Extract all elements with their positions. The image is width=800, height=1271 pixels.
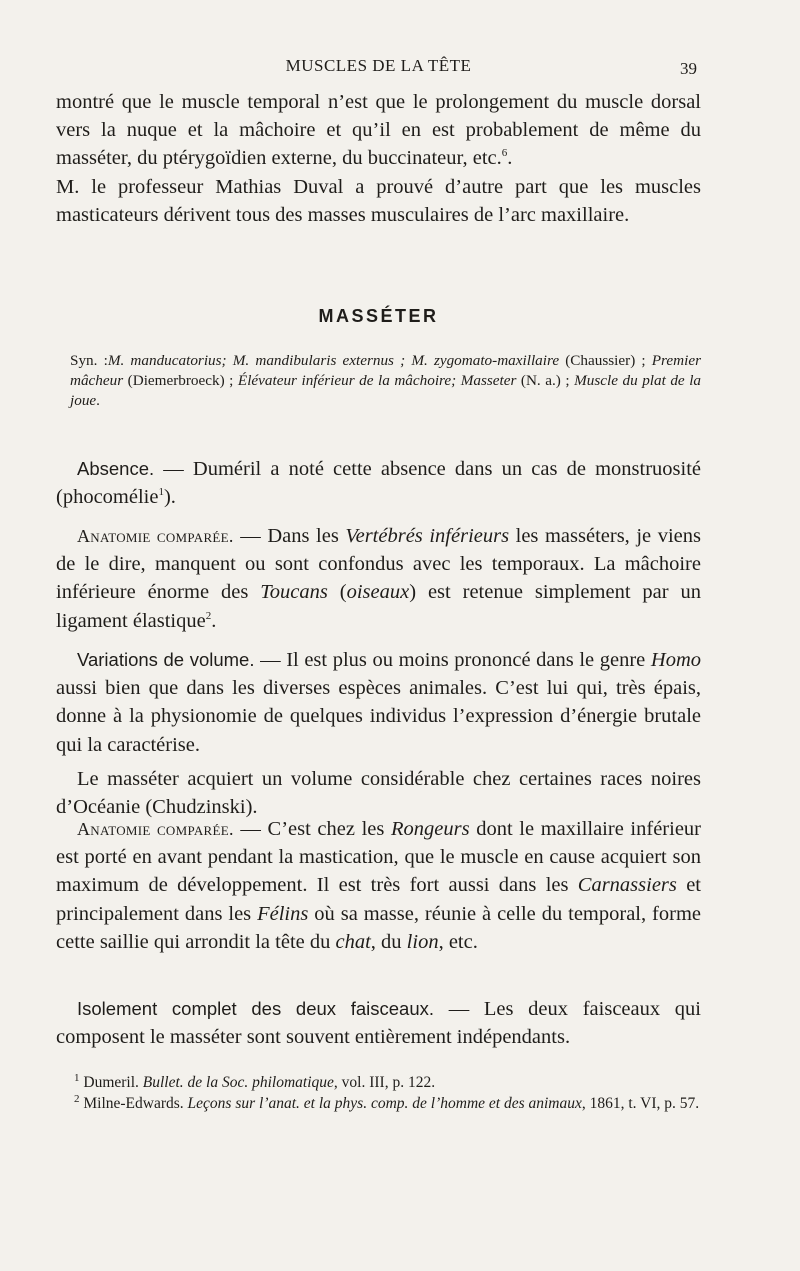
isolement-heading: Isolement complet des deux faisceaux.	[77, 998, 435, 1019]
anatomie2-t4: où sa masse, réunie à celle du temporal, forme cette saillie qui arrondit la tête du	[56, 902, 701, 953]
footnote-ref-1: 1	[158, 486, 164, 499]
footnote-2-author: Milne-Edwards.	[79, 1095, 188, 1112]
intro-p1-end: .	[507, 147, 513, 170]
footnote-2-title: Leçons sur l’anat. et la phys. comp. de l’homme et des animaux	[187, 1095, 582, 1112]
page-number: 39	[680, 59, 697, 78]
anatomie2-i2: Carnassiers	[577, 874, 677, 897]
footnote-1	[56, 1072, 701, 1093]
footnote-1-mark: 1	[74, 1071, 80, 1084]
variations-heading: Variations de volume.	[77, 649, 255, 670]
anatomie-block-2	[56, 815, 701, 956]
intro-p1-text: montré que le muscle temporal n’est que le prolongement du muscle dorsal vers la nuque et la mâchoire et qu’il en est probablement de même du masséter, du ptérygoïdien externe, du buccinateur, etc.	[56, 91, 701, 170]
intro-paragraph-1	[56, 88, 701, 173]
footnotes	[56, 1072, 701, 1114]
footnote-2-rest: , 1861, t. VI, p. 57.	[581, 1095, 700, 1112]
footnote-1-author: Dumeril.	[79, 1074, 143, 1091]
page-header	[56, 52, 701, 80]
footnote-1-rest: , vol. III, p. 122.	[333, 1074, 436, 1091]
synonym-2: Premier mâcheur	[70, 352, 701, 389]
anatomie2-i3: Félins	[257, 902, 309, 925]
anatomie-paragraph-2	[56, 815, 701, 956]
synonyms-block	[70, 351, 701, 411]
anatomie-paragraph-1	[56, 522, 701, 635]
absence-block	[56, 455, 701, 511]
anatomie2-i5: lion	[406, 930, 439, 953]
section-title: MASSÉTER	[318, 306, 439, 326]
anatomie1-t1: — Dans les	[233, 525, 346, 547]
isolement-paragraph	[56, 995, 701, 1051]
running-head: MUSCLES DE LA TÊTE	[285, 56, 472, 75]
footnote-ref-6: 6	[501, 147, 508, 160]
anatomie-heading-2: Anatomie comparée.	[77, 819, 234, 839]
footnote-2	[56, 1093, 701, 1114]
anatomie2-i4: chat	[335, 930, 371, 953]
anatomie1-end: .	[211, 609, 217, 632]
synonym-3-attr: (N. a.) ;	[516, 372, 575, 389]
intro-block	[56, 88, 701, 229]
variations-paragraph-2: Le masséter acquiert un volume considérable chez certaines races noires d’Océanie (Chudzinski).	[56, 767, 701, 819]
anatomie-heading-1: Anatomie comparée.	[77, 526, 234, 546]
anatomie1-t4: ) est retenue simplement par un ligament élastique	[56, 581, 702, 632]
anatomie2-t6: , etc.	[438, 930, 478, 953]
variations-paragraph-1	[56, 646, 701, 759]
footnote-1-title: Bullet. de la Soc. philomatique	[142, 1074, 334, 1091]
footnote-ref-2: 2	[205, 609, 212, 622]
anatomie2-i1: Rongeurs	[391, 818, 470, 840]
intro-paragraph-2: M. le professeur Mathias Duval a prouvé d’autre part que les muscles masticateurs dérivent tous des masses musculaires de l’arc maxillaire.	[56, 175, 701, 226]
anatomie2-t2: dont le maxillaire inférieur est porté en avant pendant la mastication, que le muscle en cause acquiert son maximum de développement. Il est très fort aussi dans les	[56, 818, 701, 897]
synonym-3: Élévateur inférieur de la mâchoire; Masseter	[237, 372, 517, 389]
synonyms-prefix: Syn. :	[70, 352, 108, 369]
anatomie1-i3: oiseaux	[346, 581, 410, 604]
synonym-1-attr: (Chaussier) ;	[559, 352, 652, 369]
anatomie2-t5: , du	[370, 930, 407, 953]
synonym-4-end: .	[96, 392, 100, 409]
isolement-block	[56, 995, 701, 1051]
absence-paragraph	[56, 455, 701, 511]
absence-text: — Duméril a noté cette absence dans un cas de monstruosité (phocomélie	[56, 458, 701, 509]
anatomie1-t2: les masséters, je viens de le dire, manquent ou sont confondus avec les temporaux. La mâchoire inférieure énorme des	[56, 525, 701, 604]
anatomie1-t3: (	[327, 581, 347, 604]
anatomie1-i1: Vertébrés inférieurs	[345, 525, 510, 547]
anatomie1-i2: Toucans	[260, 581, 328, 604]
anatomie2-t3: et principalement dans les	[56, 874, 701, 925]
absence-end: ).	[163, 486, 176, 509]
variations-t2: aussi bien que dans les diverses espèces animales. C’est lui qui, très épais, donne à la physionomie de quelques individus l’expression d’énergie brutale qui la caractérise.	[56, 677, 701, 756]
anatomie2-t1: — C’est chez les	[233, 818, 391, 840]
synonym-2-attr: (Diemerbroeck) ;	[123, 372, 238, 389]
synonym-4: Muscle du plat de la joue	[70, 372, 702, 409]
variations-block	[56, 646, 701, 821]
variations-t1: — Il est plus ou moins prononcé dans le genre	[254, 649, 651, 671]
variations-i1: Homo	[650, 649, 701, 671]
synonym-1: M. manducatorius; M. mandibularis externus ; M. zygomato-maxillaire	[107, 352, 560, 369]
footnote-2-mark: 2	[74, 1092, 80, 1105]
absence-heading: Absence.	[77, 458, 155, 479]
anatomie-block-1	[56, 522, 701, 635]
isolement-text: — Les deux faisceaux qui composent le masséter sont souvent entièrement indépendants.	[56, 998, 701, 1049]
